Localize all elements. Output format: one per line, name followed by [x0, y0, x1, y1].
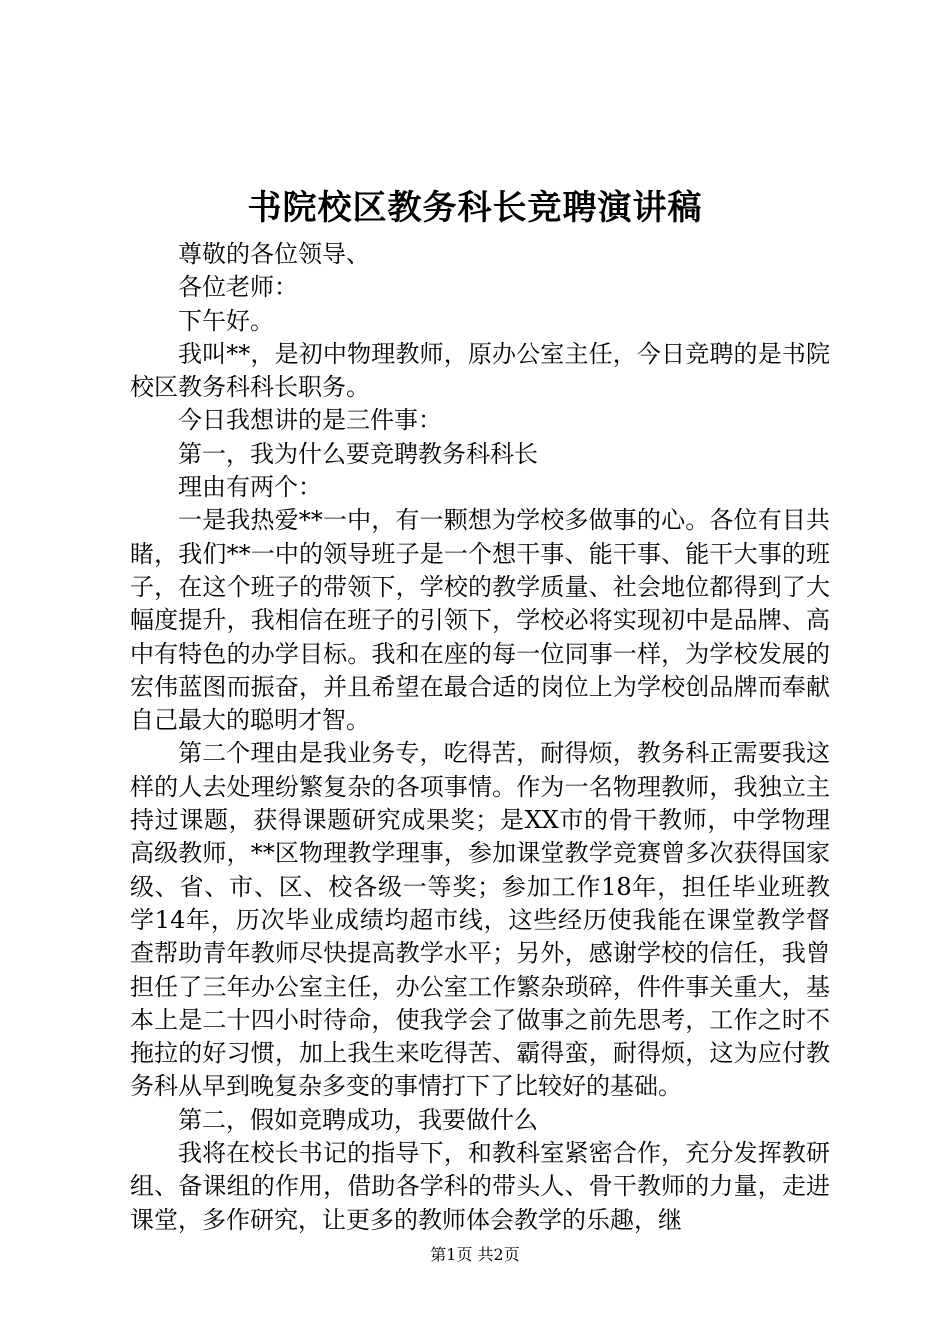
page-number-footer: 第1页 共2页 — [430, 1245, 520, 1264]
paragraph-plan: 我将在校长书记的指导下，和教科室紧密合作，充分发挥教研组、备课组的作用，借助各学科的带头人、骨干教师的力量，走进课堂，多作研究，让更多的教师体会教学的乐趣，继 — [130, 1139, 830, 1234]
paragraph-salutation-leaders: 尊敬的各位领导、 — [178, 240, 370, 268]
document-title: 书院校区教务科长竞聘演讲稿 — [247, 188, 703, 228]
paragraph-introduction: 我叫**，是初中物理教师，原办公室主任，今日竞聘的是书院校区教务科科长职务。 — [130, 339, 830, 402]
paragraph-reason-two: 第二个理由是我业务专，吃得苦，耐得烦，教务科正需要我这样的人去处理纷繁复杂的各项事情。作为一名物理教师，我独立主持过课题，获得课题研究成果奖；是XX市的骨干教师，中学物理高级教师，**区物理教学理事，参加课堂教学竞赛曾多次获得国家级、省、市、区、校各级一等奖；参加工作18年，担任毕业班教学14年，历次毕业成绩均超市线，这些经历使我能在课堂教学督查帮助青年教师尽快提高教学水平；另外，感谢学校的信任，我曾担任了三年办公室主任，办公室工作繁杂琐碎，件件事关重大，基本上是二十四小时待命，使我学会了做事之前先思考，工作之时不拖拉的好习惯，加上我生来吃得苦、霸得蛮，耐得烦，这为应付教务科从早到晚复杂多变的事情打下了比较好的基础。 — [130, 739, 830, 1101]
paragraph-section-two-heading: 第二，假如竞聘成功，我要做什么 — [178, 1105, 538, 1134]
document-body — [130, 238, 830, 1237]
paragraph-outline: 今日我想讲的是三件事： — [178, 406, 442, 435]
paragraph-section-one-heading: 第一，我为什么要竞聘教务科科长 — [178, 439, 538, 468]
paragraph-salutation-teachers: 各位老师： — [178, 273, 298, 302]
paragraph-reason-one: 一是我热爱**一中，有一颗想为学校多做事的心。各位有目共睹，我们**一中的领导班子是一个想干事、能干事、能干大事的班子，在这个班子的带领下，学校的教学质量、社会地位都得到了大幅度提升，我相信在班子的引领下，学校必将实现初中是品牌、高中有特色的办学目标。我和在座的每一位同事一样，为学校发展的宏伟蓝图而振奋，并且希望在最合适的岗位上为学校创品牌而奉献自己最大的聪明才智。 — [130, 506, 830, 735]
paragraph-greeting: 下午好。 — [178, 306, 274, 335]
paragraph-reasons-intro: 理由有两个： — [178, 473, 322, 502]
